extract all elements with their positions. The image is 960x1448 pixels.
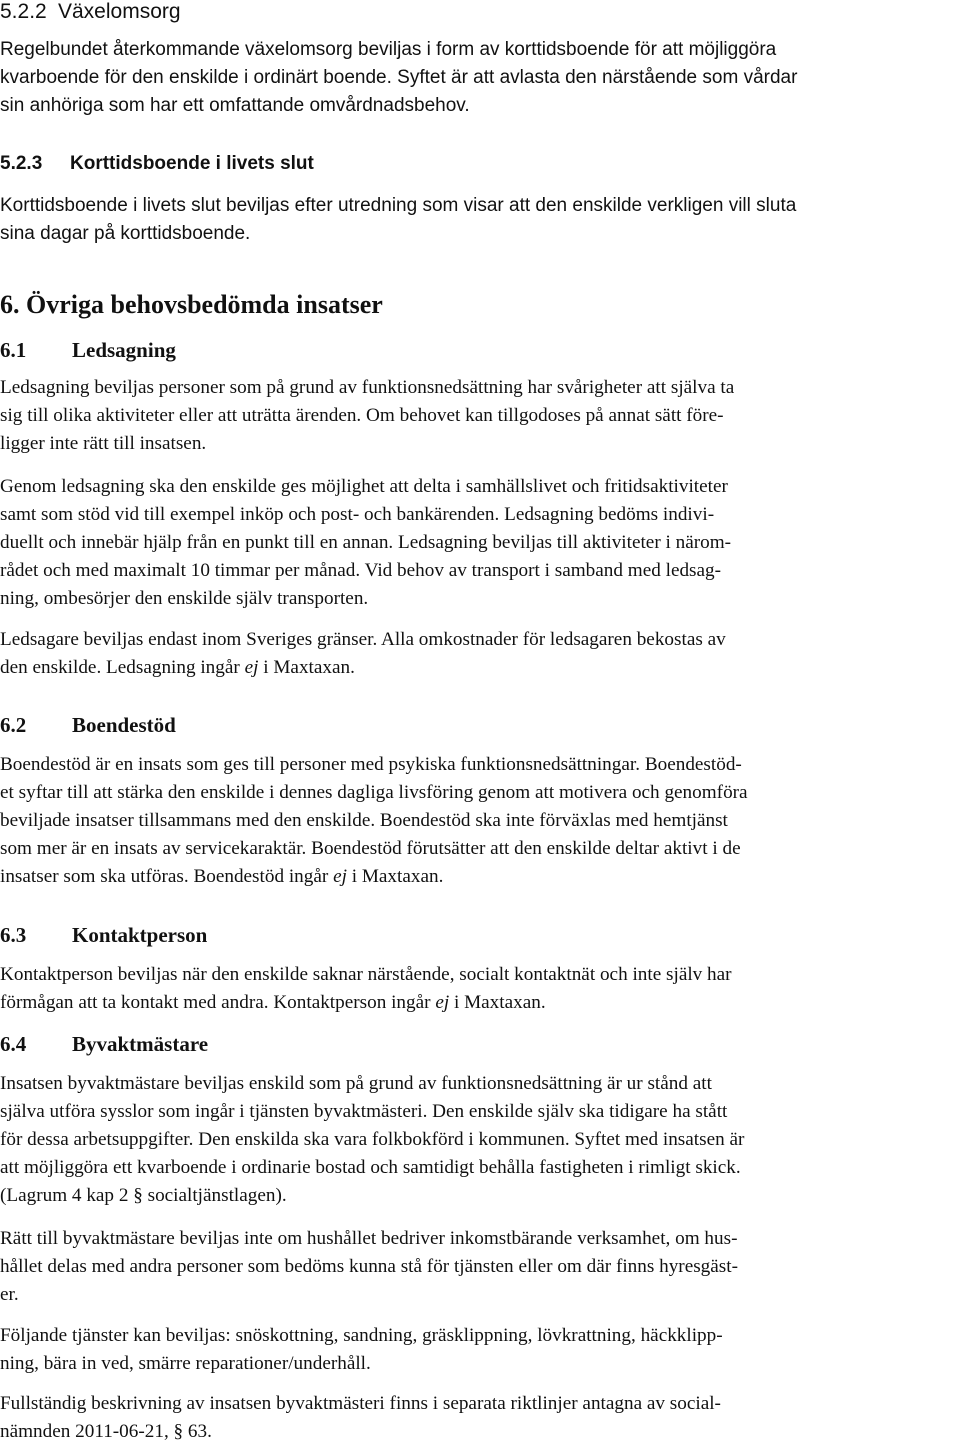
paragraph-byvaktmastare-1	[0, 1070, 955, 1210]
text-line: Korttidsboende i livets slut beviljas efter utredning som visar att den enskilde verkligen vill sluta	[0, 195, 797, 216]
text-line: hållet delas med andra personer som bedöms kunna stå för tjänsten eller om där finns hyresgäst-	[0, 1256, 738, 1277]
text-line: som mer är en insats av servicekaraktär. Boendestöd förutsätter att den enskilde deltar aktivt i de	[0, 838, 741, 859]
text-run: den enskilde. Ledsagning ingår	[0, 657, 245, 678]
text-run: i Maxtaxan.	[258, 657, 355, 678]
text-line: Boendestöd är en insats som ges till personer med psykiska funktionsnedsättningar. Boendestöd-	[0, 754, 742, 775]
text-line: er.	[0, 1284, 19, 1305]
section-heading-5-2-3	[0, 152, 314, 176]
text-line: Genom ledsagning ska den enskilde ges möjlighet att delta i samhällslivet och fritidsaktiviteter	[0, 476, 728, 497]
paragraph-ledsagning-2	[0, 473, 955, 613]
text-line: ligger inte rätt till insatsen.	[0, 433, 207, 454]
section-number: 6.3	[0, 923, 27, 947]
section-title: Korttidsboende i livets slut	[70, 153, 314, 174]
text-run: i Maxtaxan.	[449, 992, 546, 1013]
text-line	[0, 654, 955, 682]
paragraph-byvaktmastare-3	[0, 1322, 955, 1378]
text-line: Ledsagning beviljas personer som på grund av funktionsnedsättning har svårigheter att själva ta	[0, 377, 735, 398]
paragraph-ledsagning-3	[0, 626, 955, 682]
section-number: 6.2	[0, 713, 27, 737]
text-line: Rätt till byvaktmästare beviljas inte om hushållet bedriver inkomstbärande verksamhet, om hus-	[0, 1228, 738, 1249]
paragraph-kontaktperson	[0, 961, 955, 1017]
text-line: Insatsen byvaktmästare beviljas enskild som på grund av funktionsnedsättning är ur stånd att	[0, 1073, 712, 1094]
paragraph-byvaktmastare-4	[0, 1390, 955, 1446]
section-number: 5.2.2	[0, 0, 47, 23]
text-line: et syftar till att stärka den enskilde i dennes dagliga livsföring genom att motivera och genomföra	[0, 782, 748, 803]
paragraph-byvaktmastare-2	[0, 1225, 955, 1309]
text-line: Ledsagare beviljas endast inom Sveriges gränser. Alla omkostnader för ledsagaren bekostas av	[0, 629, 726, 650]
text-line: sig till olika aktiviteter eller att uträtta ärenden. Om behovet kan tillgodoses på annat sätt före-	[0, 405, 724, 426]
section-title: Växelomsorg	[58, 0, 181, 23]
emphasis-text: ej	[435, 992, 450, 1013]
text-line: nämnden 2011-06-21, § 63.	[0, 1421, 212, 1442]
emphasis-text: ej	[333, 866, 347, 887]
text-run: förmågan att ta kontakt med andra. Kontaktperson ingår	[0, 992, 436, 1013]
text-line: beviljade insatser tillsammans med den enskilde. Boendestöd ska inte förväxlas med hemtjänst	[0, 810, 728, 831]
section-title: Kontaktperson	[72, 923, 208, 947]
text-line: sin anhöriga som har ett omfattande omvårdnadsbehov.	[0, 95, 470, 116]
section-title: Boendestöd	[72, 713, 176, 737]
section-title: Ledsagning	[72, 338, 176, 362]
text-line: ning, bära in ved, smärre reparationer/underhåll.	[0, 1353, 371, 1374]
section-number: 6.4	[0, 1032, 27, 1056]
text-line: kvarboende för den enskilde i ordinärt boende. Syftet är att avlasta den närstående som vårdar	[0, 67, 798, 88]
paragraph-boendestod	[0, 751, 955, 891]
text-line: sina dagar på korttidsboende.	[0, 223, 251, 244]
paragraph-ledsagning-1	[0, 374, 955, 458]
section-heading-6-1	[0, 337, 176, 363]
section-number: 6.1	[0, 338, 27, 362]
text-line: Kontaktperson beviljas när den enskilde saknar närstående, socialt kontaktnät och inte själv har	[0, 964, 732, 985]
chapter-heading-6	[0, 290, 383, 320]
section-number: 5.2.3	[0, 153, 43, 174]
text-line: ning, ombesörjer den enskilde själv transporten.	[0, 588, 369, 609]
text-line	[0, 863, 955, 891]
chapter-number: 6.	[0, 290, 20, 319]
text-line: för dessa arbetsuppgifter. Den enskilda ska vara folkbokförd i kommunen. Syftet med insatsen är	[0, 1129, 745, 1150]
text-line: Regelbundet återkommande växelomsorg beviljas i form av korttidsboende för att möjliggöra	[0, 39, 777, 60]
text-line	[0, 989, 955, 1017]
section-heading-6-4	[0, 1031, 208, 1057]
text-line: att möjliggöra ett kvarboende i ordinarie bostad och samtidigt behålla fastigheten i rimligt skick.	[0, 1157, 741, 1178]
text-line: (Lagrum 4 kap 2 § socialtjänstlagen).	[0, 1185, 287, 1206]
text-line: samt som stöd vid till exempel inköp och post- och bankärenden. Ledsagning bedöms indivi-	[0, 504, 715, 525]
text-line: själva utföra sysslor som ingår i tjänsten byvaktmästeri. Den enskilde själv ska tidigare ha stått	[0, 1101, 728, 1122]
text-line: Följande tjänster kan beviljas: snöskottning, sandning, gräsklippning, lövkrattning, häckklipp-	[0, 1325, 723, 1346]
emphasis-text: ej	[244, 657, 259, 678]
section-heading-5-2-2	[0, 0, 181, 24]
paragraph-korttidsboende	[0, 192, 955, 248]
text-line: duellt och innebär hjälp från en punkt till en annan. Ledsagning beviljas till aktiviteter i närom-	[0, 532, 732, 553]
chapter-title: Övriga behovsbedömda insatser	[26, 290, 383, 319]
section-heading-6-3	[0, 922, 207, 948]
text-line: rådet och med maximalt 10 timmar per månad. Vid behov av transport i samband med ledsag-	[0, 560, 722, 581]
section-heading-6-2	[0, 712, 176, 738]
text-line: Fullständig beskrivning av insatsen byvaktmästeri finns i separata riktlinjer antagna av social-	[0, 1393, 721, 1414]
text-run: insatser som ska utföras. Boendestöd ingår	[0, 866, 334, 887]
text-run: i Maxtaxan.	[346, 866, 444, 887]
section-title: Byvaktmästare	[72, 1032, 209, 1056]
paragraph-vaxelomsorg	[0, 36, 955, 120]
